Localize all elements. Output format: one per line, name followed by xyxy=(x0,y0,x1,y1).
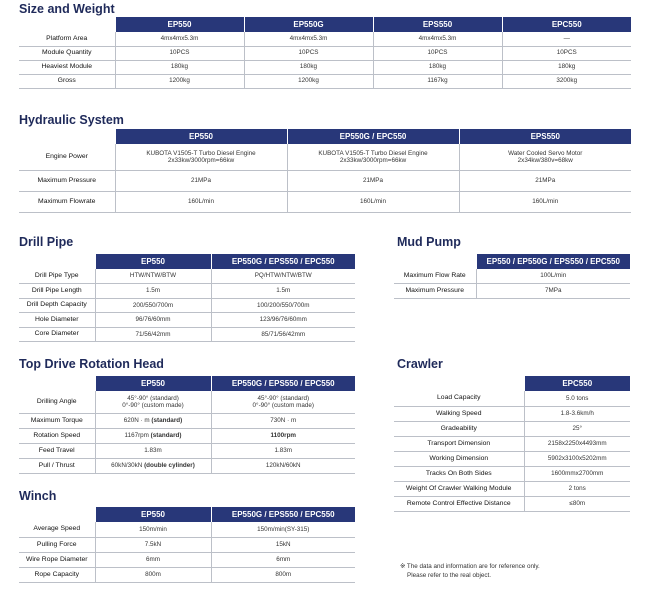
value-cell: 150m/min xyxy=(95,522,211,537)
table-row xyxy=(19,32,631,46)
corner-cell xyxy=(19,254,95,269)
value-cell: 71/56/42mm xyxy=(95,327,211,342)
value-cell: 150m/min(SY-315) xyxy=(211,522,355,537)
row-label: Working Dimension xyxy=(394,451,524,466)
table-row xyxy=(19,567,355,582)
value-emphasis: (standard) xyxy=(149,416,183,424)
column-header: EP550 xyxy=(115,17,244,32)
table-row xyxy=(394,406,630,421)
column-header: EPS550 xyxy=(373,17,502,32)
table-row xyxy=(19,144,631,170)
value-cell: 160L/min xyxy=(459,191,631,212)
value-cell: 85/71/56/42mm xyxy=(211,327,355,342)
column-header: EP550 xyxy=(115,129,287,144)
value-cell: 2 tons xyxy=(524,481,630,496)
column-header: EP550 / EP550G / EPS550 / EPC550 xyxy=(476,254,630,269)
table-row xyxy=(19,428,355,443)
row-label: Average Speed xyxy=(19,522,95,537)
table-row xyxy=(19,298,355,313)
value-cell: 180kg xyxy=(373,60,502,74)
row-label: Maximum Pressure xyxy=(394,284,476,299)
row-label: Transport Dimension xyxy=(394,436,524,451)
value-cell: 6mm xyxy=(95,552,211,567)
table-row xyxy=(394,496,630,511)
row-label: Tracks On Both Sides xyxy=(394,466,524,481)
table-row xyxy=(394,436,630,451)
value-cell: 180kg xyxy=(244,60,373,74)
value-cell xyxy=(459,144,631,170)
table-row xyxy=(19,170,631,191)
row-label: Rotation Speed xyxy=(19,428,95,443)
value-emphasis: 1100rpm xyxy=(270,431,297,439)
value-cell: 160L/min xyxy=(287,191,459,212)
size-weight-title: Size and Weight xyxy=(19,2,115,16)
value-cell: 5902x3100x5202mm xyxy=(524,451,630,466)
value-cell xyxy=(211,458,355,473)
column-header: EP550 xyxy=(95,254,211,269)
value-cell: 1200kg xyxy=(115,74,244,88)
table-row xyxy=(19,191,631,212)
table-row xyxy=(19,552,355,567)
winch-table xyxy=(19,507,355,583)
value-cell xyxy=(211,391,355,413)
row-label: Gradeability xyxy=(394,421,524,436)
row-label: Maximum Flow Rate xyxy=(394,269,476,284)
table-row xyxy=(394,391,630,406)
row-label: Maximum Flowrate xyxy=(19,191,115,212)
column-header: EPC550 xyxy=(524,376,630,391)
drill-pipe-table xyxy=(19,254,355,342)
value-cell: 1600mmx2700mm xyxy=(524,466,630,481)
value-line: 45°-90° (standard) xyxy=(127,394,179,402)
value-cell: 800m xyxy=(95,567,211,582)
value-cell: 96/76/60mm xyxy=(95,313,211,328)
value-cell xyxy=(95,413,211,428)
value-cell: 2158x2250x4493mm xyxy=(524,436,630,451)
table-row xyxy=(19,60,631,74)
value-cell: 21MPa xyxy=(115,170,287,191)
value-line: 0°-90° (custom made) xyxy=(122,401,184,409)
table-row xyxy=(19,269,355,284)
value-cell: 7MPa xyxy=(476,284,630,299)
value-cell: HTW/NTW/BTW xyxy=(95,269,211,284)
row-label: Drill Depth Capacity xyxy=(19,298,95,313)
table-row xyxy=(19,458,355,473)
value-cell: 7.5kN xyxy=(95,537,211,552)
row-label: Drill Pipe Type xyxy=(19,269,95,284)
column-header: EP550G / EPS550 / EPC550 xyxy=(211,376,355,391)
row-label: Pull / Thrust xyxy=(19,458,95,473)
mud-pump-table xyxy=(394,254,630,299)
row-label: Walking Speed xyxy=(394,406,524,421)
corner-cell xyxy=(19,507,95,522)
value-cell: 123/96/76/60mm xyxy=(211,313,355,328)
column-header: EP550G xyxy=(244,17,373,32)
value-cell: 200/550/700m xyxy=(95,298,211,313)
value-cell xyxy=(95,391,211,413)
value-cell: 21MPa xyxy=(287,170,459,191)
value-cell xyxy=(115,144,287,170)
value-cell: 1200kg xyxy=(244,74,373,88)
table-row xyxy=(19,327,355,342)
value-cell xyxy=(211,428,355,443)
value-cell: 5.0 tons xyxy=(524,391,630,406)
winch-title: Winch xyxy=(19,489,57,503)
value-cell: 1.5m xyxy=(211,284,355,299)
table-row xyxy=(19,522,355,537)
value-cell: 1.8-3.6km/h xyxy=(524,406,630,421)
table-row xyxy=(19,284,355,299)
value-cell xyxy=(95,443,211,458)
row-label: Engine Power xyxy=(19,144,115,170)
table-row xyxy=(19,537,355,552)
value-cell: 3200kg xyxy=(502,74,631,88)
row-label: Wire Rope Diameter xyxy=(19,552,95,567)
value-cell: 160L/min xyxy=(115,191,287,212)
table-row xyxy=(394,284,630,299)
row-label: Module Quantity xyxy=(19,46,115,60)
value-line: Water Cooled Servo Motor xyxy=(508,149,583,157)
row-label: Feed Travel xyxy=(19,443,95,458)
table-row xyxy=(19,313,355,328)
row-label: Platform Area xyxy=(19,32,115,46)
value-line: 2x33kw/3000rpm=66kw xyxy=(339,156,407,164)
top-drive-title: Top Drive Rotation Head xyxy=(19,357,164,371)
mud-pump-title: Mud Pump xyxy=(397,235,461,249)
table-row xyxy=(19,46,631,60)
value-cell: 800m xyxy=(211,567,355,582)
row-label: Drilling Angle xyxy=(19,391,95,413)
value-cell xyxy=(211,443,355,458)
value-cell: 25° xyxy=(524,421,630,436)
table-row xyxy=(19,391,355,413)
row-label: Gross xyxy=(19,74,115,88)
column-header: EPS550 xyxy=(459,129,631,144)
note-line-1: ※ The data and information are for reference only. xyxy=(400,563,540,570)
value-emphasis: (double cylinder) xyxy=(142,461,195,469)
column-header: EP550 xyxy=(95,376,211,391)
value-cell xyxy=(287,144,459,170)
value-cell: — xyxy=(502,32,631,46)
value-cell: 1.5m xyxy=(95,284,211,299)
drill-pipe-title: Drill Pipe xyxy=(19,235,74,249)
value-text: 1.83m xyxy=(144,446,162,454)
value-line: 2x33kw/3000rpm=66kw xyxy=(167,156,235,164)
table-row xyxy=(19,443,355,458)
reference-note xyxy=(400,563,540,581)
table-row xyxy=(394,466,630,481)
note-line-2: Please refer to the real object. xyxy=(407,571,492,579)
value-cell: 21MPa xyxy=(459,170,631,191)
value-cell: ≤80m xyxy=(524,496,630,511)
row-label: Pulling Force xyxy=(19,537,95,552)
value-cell: 4mx4mx5.3m xyxy=(244,32,373,46)
value-cell: 100/200/550/700m xyxy=(211,298,355,313)
value-line: 45°-90° (standard) xyxy=(257,394,310,402)
value-text: 60kN/30kN xyxy=(111,461,143,469)
column-header: EP550G / EPC550 xyxy=(287,129,459,144)
top-drive-table xyxy=(19,376,355,474)
value-cell: 6mm xyxy=(211,552,355,567)
value-cell: 180kg xyxy=(115,60,244,74)
value-text: 1.83m xyxy=(274,446,292,454)
value-cell: 15kN xyxy=(211,537,355,552)
value-line: KUBOTA V1505-T Turbo Diesel Engine xyxy=(318,149,428,157)
value-text: 620N · m xyxy=(123,416,150,424)
table-row xyxy=(19,74,631,88)
column-header: EP550G / EPS550 / EPC550 xyxy=(211,254,355,269)
value-cell: 10PCS xyxy=(502,46,631,60)
column-header: EP550 xyxy=(95,507,211,522)
value-line: KUBOTA V1505-T Turbo Diesel Engine xyxy=(146,149,256,157)
value-text: 120kN/60kN xyxy=(265,461,301,469)
value-cell: 10PCS xyxy=(373,46,502,60)
hydraulic-table xyxy=(19,129,631,213)
row-label: Rope Capacity xyxy=(19,567,95,582)
row-label: Hole Diameter xyxy=(19,313,95,328)
hydraulic-title: Hydraulic System xyxy=(19,113,124,127)
row-label: Weight Of Crawler Walking Module xyxy=(394,481,524,496)
value-cell: PQ/HTW/NTW/BTW xyxy=(211,269,355,284)
size-weight-table xyxy=(19,17,631,89)
value-cell: 1167kg xyxy=(373,74,502,88)
corner-cell xyxy=(19,376,95,391)
value-cell xyxy=(211,413,355,428)
value-cell: 100L/min xyxy=(476,269,630,284)
value-cell: 10PCS xyxy=(244,46,373,60)
row-label: Drill Pipe Length xyxy=(19,284,95,299)
value-cell: 4mx4mx5.3m xyxy=(373,32,502,46)
corner-cell xyxy=(19,17,115,32)
crawler-title: Crawler xyxy=(397,357,443,371)
value-cell xyxy=(95,428,211,443)
table-row xyxy=(394,451,630,466)
row-label: Load Capacity xyxy=(394,391,524,406)
column-header: EPC550 xyxy=(502,17,631,32)
value-cell xyxy=(95,458,211,473)
corner-cell xyxy=(19,129,115,144)
value-cell: 4mx4mx5.3m xyxy=(115,32,244,46)
crawler-table xyxy=(394,376,630,512)
row-label: Core Diameter xyxy=(19,327,95,342)
corner-cell xyxy=(394,376,524,391)
value-cell: 10PCS xyxy=(115,46,244,60)
column-header: EP550G / EPS550 / EPC550 xyxy=(211,507,355,522)
row-label: Remote Control Effective Distance xyxy=(394,496,524,511)
value-line: 2x34kw/380v=68kw xyxy=(517,156,573,164)
value-line: 0°-90° (custom made) xyxy=(252,401,314,409)
table-row xyxy=(394,481,630,496)
table-row xyxy=(394,421,630,436)
value-cell: 180kg xyxy=(502,60,631,74)
row-label: Heaviest Module xyxy=(19,60,115,74)
row-label: Maximum Pressure xyxy=(19,170,115,191)
value-emphasis: (standard) xyxy=(148,431,182,439)
table-row xyxy=(19,413,355,428)
value-text: 730N · m xyxy=(270,416,297,424)
table-row xyxy=(394,269,630,284)
corner-cell xyxy=(394,254,476,269)
row-label: Maximum Torque xyxy=(19,413,95,428)
value-text: 1167rpm xyxy=(124,431,149,439)
